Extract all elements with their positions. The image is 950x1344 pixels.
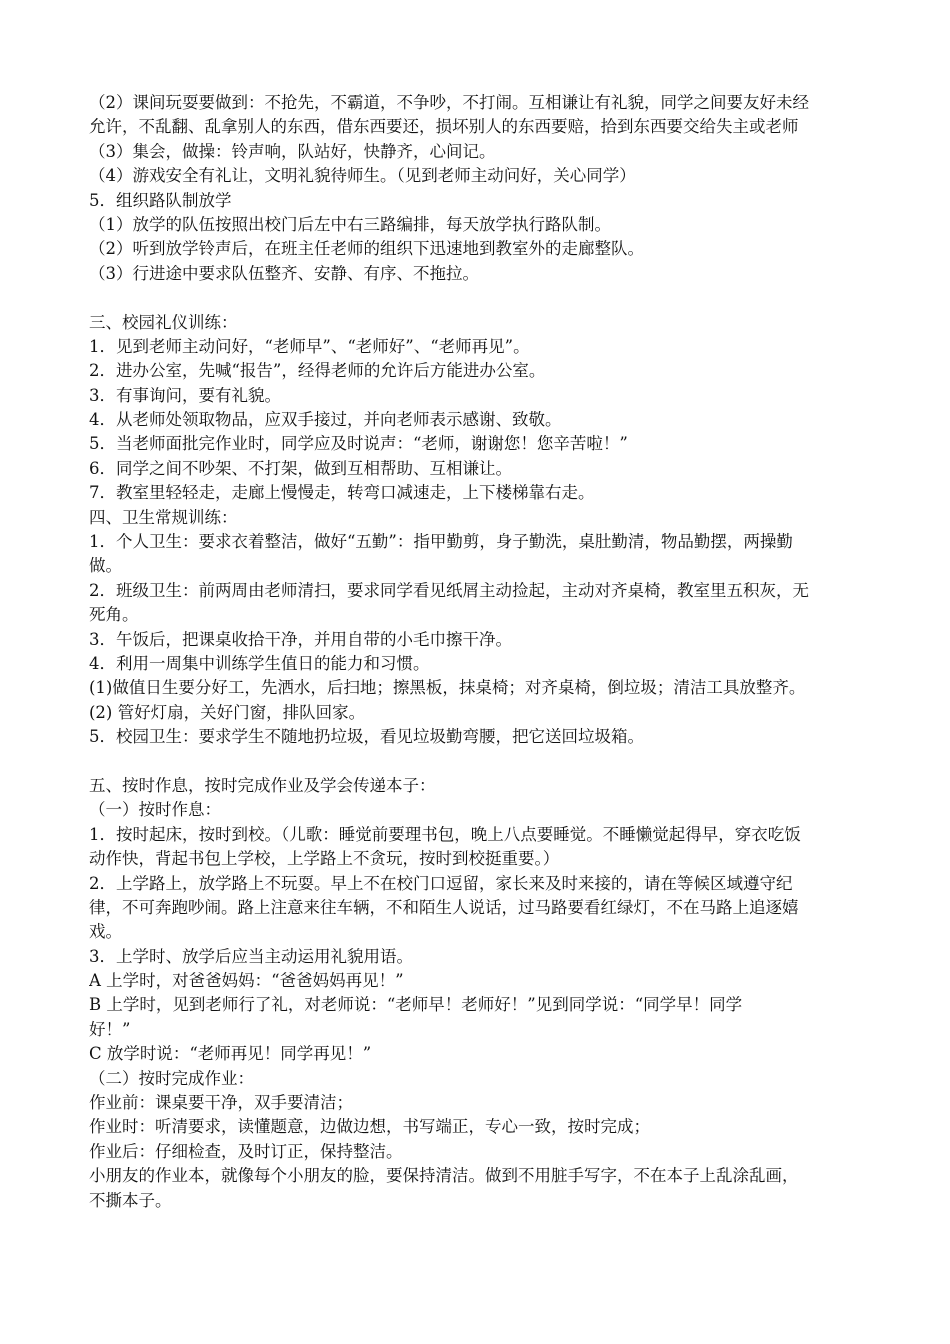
text-line: 作业时：听清要求，读懂题意，边做边想，书写端正，专心一致，按时完成； [89, 1117, 650, 1137]
text-line: 2．班级卫生：前两周由老师清扫，要求同学看见纸屑主动捡起，主动对齐桌椅，教室里五积灰，无 [89, 580, 809, 600]
text-line: （3）行进途中要求队伍整齐、安静、有序、不拖拉。 [89, 263, 479, 283]
text-line: (2) 管好灯扇，关好门窗，排队回家。 [89, 702, 366, 722]
text-line: 律，不可奔跑吵闹。路上注意来往车辆，不和陌生人说话，过马路要看红绿灯，不在马路上追逐嬉 [89, 897, 799, 917]
text-line: 5．当老师面批完作业时，同学应及时说声：“老师，谢谢您！您辛苦啦！” [89, 434, 628, 454]
text-line: 4．从老师处领取物品，应双手接过，并向老师表示感谢、致敬。 [89, 410, 562, 430]
text-line: B 上学时，见到老师行了礼，对老师说：“老师早！老师好！”见到同学说：“同学早！同学 [89, 995, 743, 1015]
text-line: 作业前：课桌要干净，双手要清洁； [89, 1093, 353, 1113]
text-line: 戏。 [89, 922, 122, 942]
blank-line [89, 750, 879, 774]
text-line: 1．个人卫生：要求衣着整洁，做好“五勤”：指甲勤剪，身子勤洗，桌肚勤清，物品勤摆，两操勤 [89, 532, 793, 552]
text-line: 2．上学路上，放学路上不玩耍。早上不在校门口逗留，家长来及时来接的，请在等候区域遵守纪 [89, 873, 793, 893]
section-item-heading: 5．组织路队制放学 [89, 190, 232, 210]
text-line: 3．上学时、放学后应当主动运用礼貌用语。 [89, 946, 413, 966]
text-line: 5．校园卫生：要求学生不随地扔垃圾，看见垃圾勤弯腰，把它送回垃圾箱。 [89, 727, 644, 747]
section-heading: 三、校园礼仪训练： [89, 312, 238, 332]
text-line: 不撕本子。 [89, 1190, 172, 1210]
section-heading: 四、卫生常规训练： [89, 507, 238, 527]
text-line: 3．午饭后，把课桌收拾干净，并用自带的小毛巾擦干净。 [89, 629, 512, 649]
text-line: 作业后：仔细检查，及时订正，保持整洁。 [89, 1141, 403, 1161]
text-line: C 放学时说：“老师再见！同学再见！” [89, 1044, 372, 1064]
text-line: 6．同学之间不吵架、不打架，做到互相帮助、互相谦让。 [89, 458, 512, 478]
text-line: A 上学时，对爸爸妈妈：“爸爸妈妈再见！” [89, 971, 404, 991]
text-line: （3）集会，做操：铃声响，队站好，快静齐，心间记。 [89, 141, 496, 161]
text-line: 好！” [89, 1019, 131, 1039]
text-line: (1)做值日生要分好工，先洒水，后扫地；擦黑板，抹桌椅；对齐桌椅，倒垃圾；清洁工具放整齐。 [89, 678, 806, 698]
text-line: （4）游戏安全有礼让，文明礼貌待师生。（见到老师主动问好，关心同学） [89, 166, 636, 186]
text-line: 1．按时起床，按时到校。（儿歌：睡觉前要理书包，晚上八点要睡觉。不睡懒觉起得早，穿衣吃饭 [89, 824, 801, 844]
text-line: 3．有事询问，要有礼貌。 [89, 385, 281, 405]
text-line: 小朋友的作业本，就像每个小朋友的脸，要保持清洁。做到不用脏手写字，不在本子上乱涂乱画， [89, 1166, 799, 1186]
text-line: 允许，不乱翻、乱拿别人的东西，借东西要还，损坏别人的东西要赔，拾到东西要交给失主或老师 [89, 117, 799, 137]
document-body [89, 91, 879, 1213]
section-heading: 五、按时作息，按时完成作业及学会传递本子： [89, 775, 436, 795]
subsection-heading: （一）按时作息： [89, 800, 221, 820]
subsection-heading: （二）按时完成作业： [89, 1068, 254, 1088]
text-line: （2）听到放学铃声后，在班主任老师的组织下迅速地到教室外的走廊整队。 [89, 239, 644, 259]
text-line: 1．见到老师主动问好，“老师早”、“老师好”、“老师再见”。 [89, 336, 530, 356]
text-line: 做。 [89, 556, 122, 576]
blank-line [89, 286, 879, 310]
text-line: （2）课间玩耍要做到：不抢先，不霸道，不争吵，不打闹。互相谦让有礼貌，同学之间要友好未经 [89, 93, 809, 112]
text-line: （1）放学的队伍按照出校门后左中右三路编排，每天放学执行路队制。 [89, 214, 611, 234]
text-line: 2．进办公室，先喊“报告”，经得老师的允许后方能进办公室。 [89, 361, 546, 381]
text-line: 4．利用一周集中训练学生值日的能力和习惯。 [89, 653, 430, 673]
text-line: 动作快，背起书包上学校，上学路上不贪玩，按时到校挺重要。） [89, 849, 560, 869]
text-line: 死角。 [89, 605, 139, 625]
text-line: 7．教室里轻轻走，走廊上慢慢走，转弯口减速走，上下楼梯靠右走。 [89, 483, 595, 503]
